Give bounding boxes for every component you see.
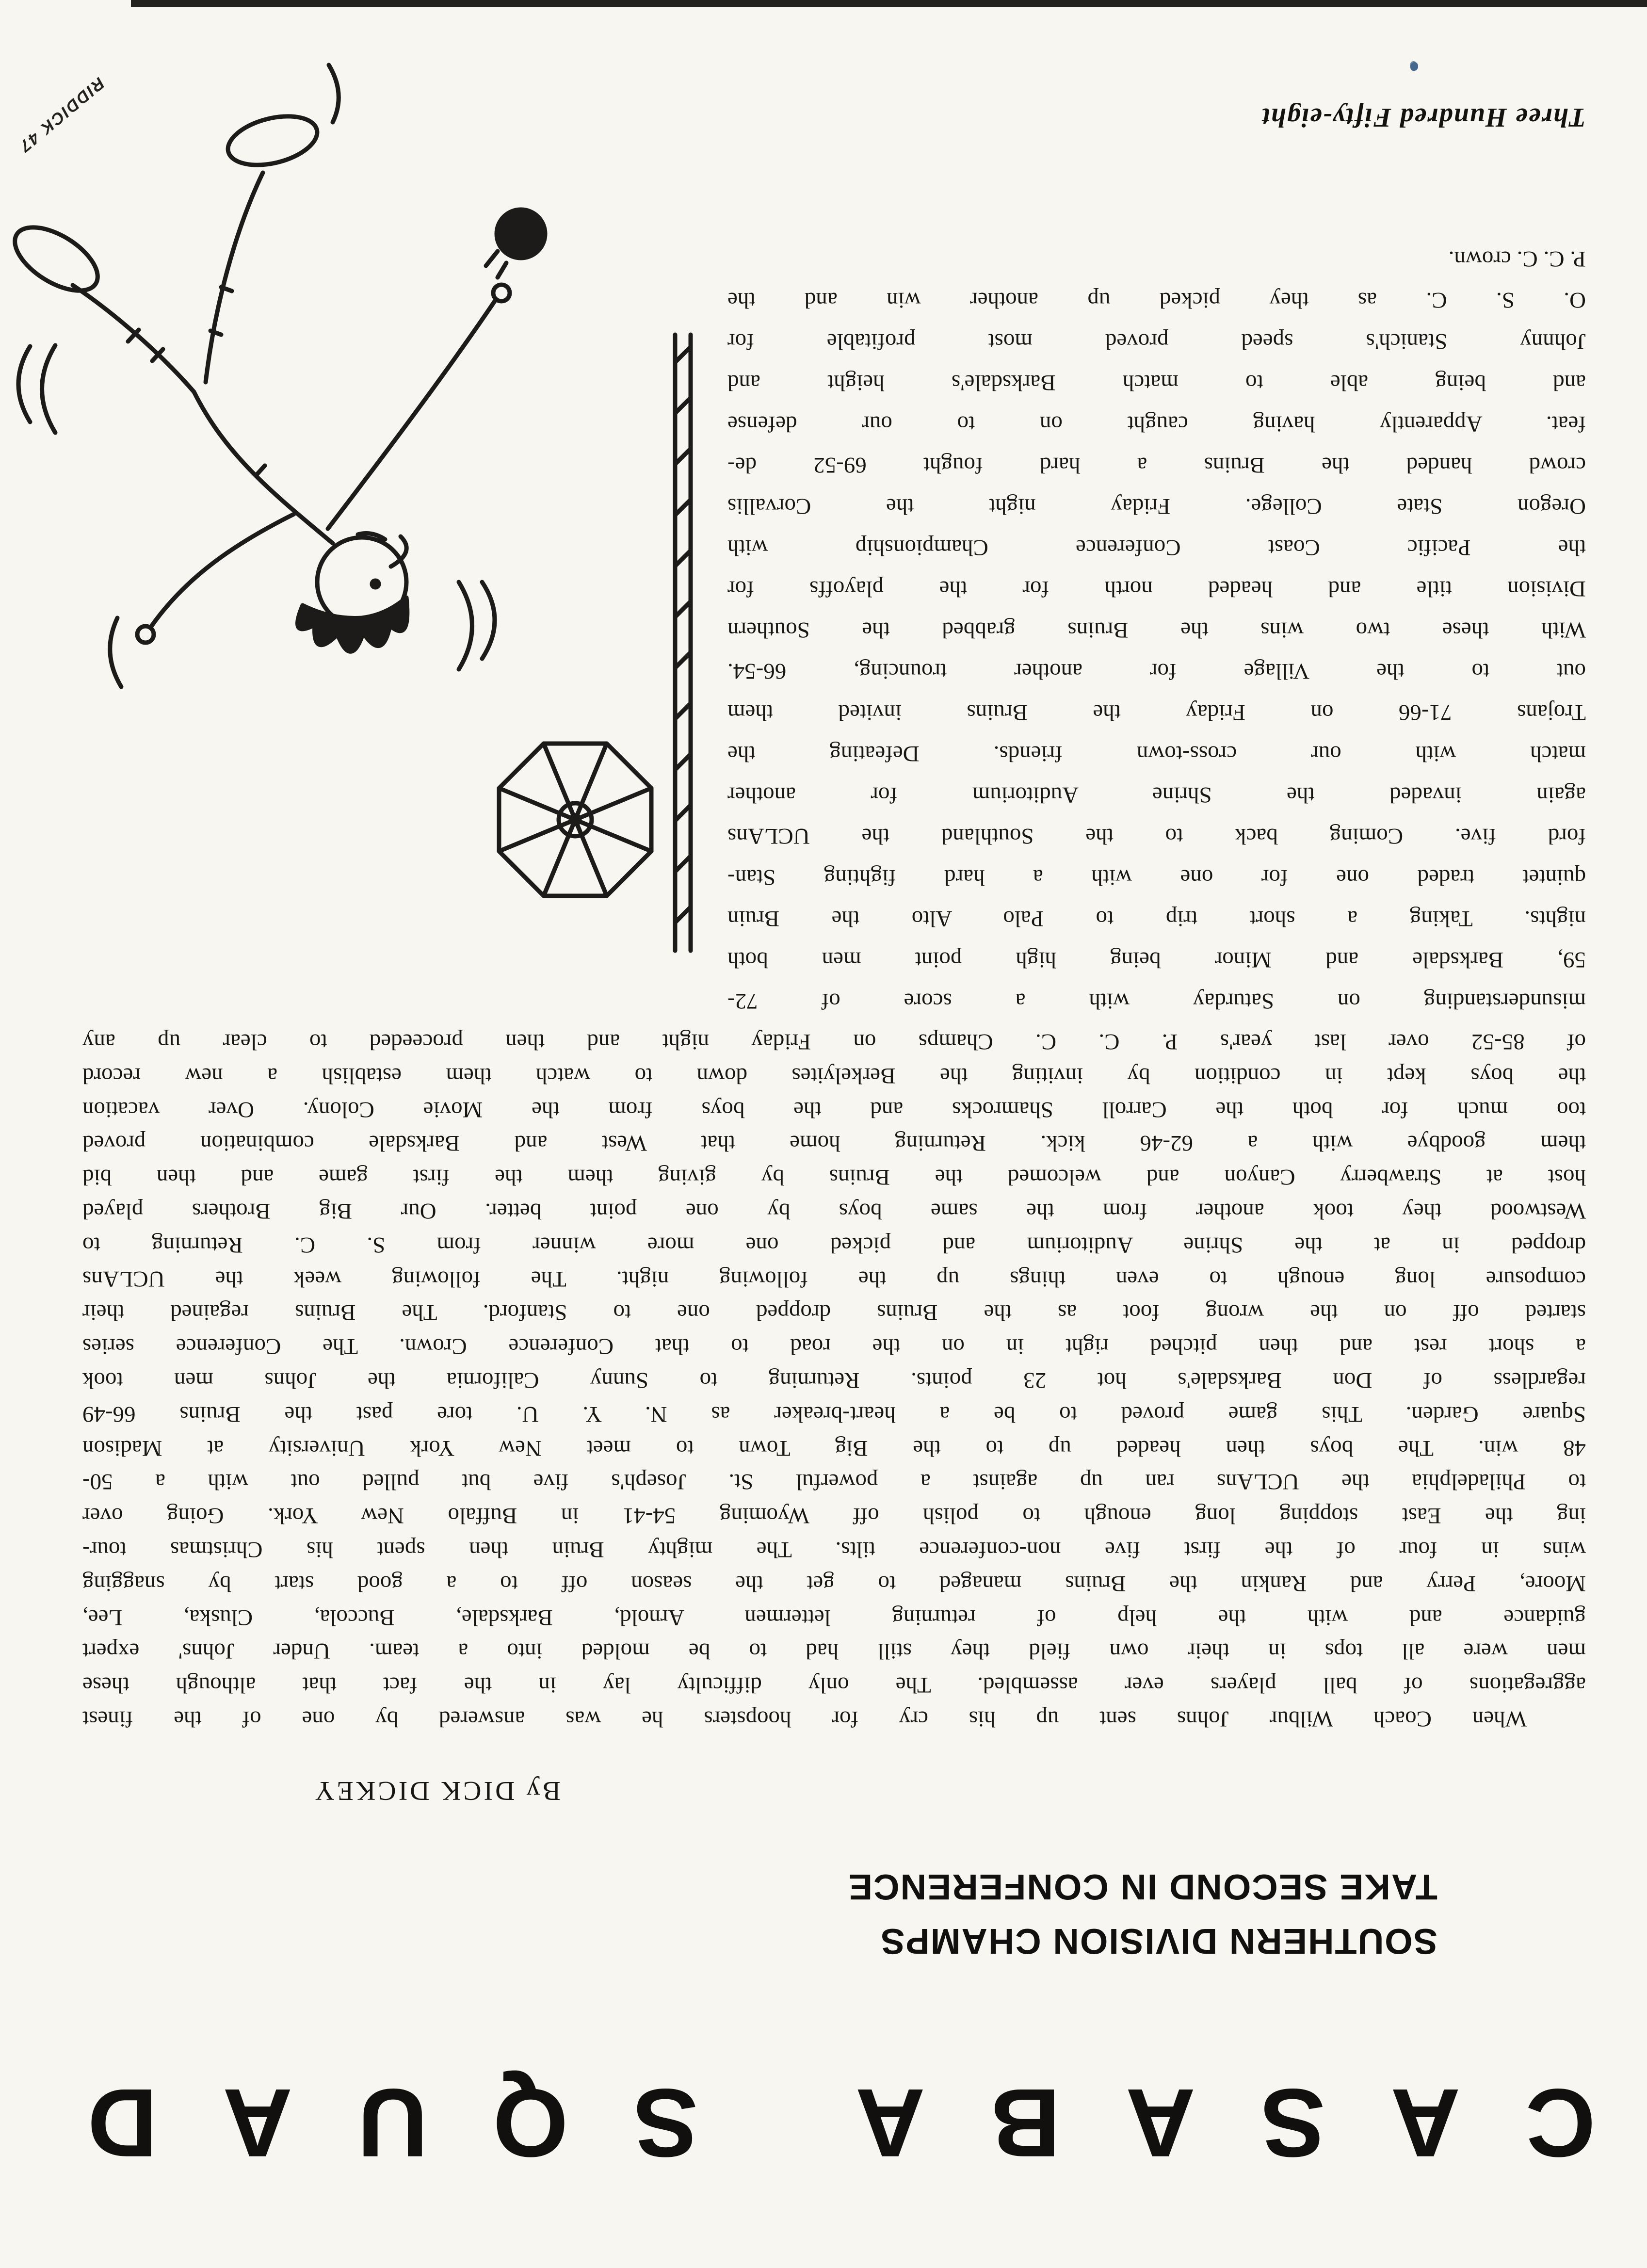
headline-line2: TAKE SECOND IN CONFERENCE — [847, 1867, 1437, 1907]
text-line: Moore, Perry and Rankin the Bruins managed to get the season off to a good start by snagging — [82, 1571, 1586, 1596]
text-line: P. C. C. crown. — [1448, 246, 1586, 272]
player-arm-dribbling — [328, 300, 496, 529]
text-line: ing the East stopping long enough to polish off Wyoming 54-41 in Buffalo New York. Going over — [82, 1503, 1586, 1529]
article-wide-block — [82, 1024, 1586, 1735]
text-line: Square Garden. This game proved to be a heart-breaker as N. Y. U. tore past the Bruins 66-49 — [82, 1401, 1586, 1427]
text-line: 59, Barksdale and Minor being high point men both — [727, 947, 1586, 972]
text-line: When Coach Wilbur Johns sent up his cry for hoopsters he was answered by one of the finest — [82, 1706, 1527, 1732]
page-number: Three Hundred Fifty-eight — [1261, 102, 1586, 132]
post-shape — [675, 335, 691, 951]
text-line: the boys kept in condition by inviting the Berkelyites down to watch them establish a new record — [82, 1063, 1586, 1088]
casaba-ball-icon — [499, 744, 651, 896]
text-line: of 85-52 over last year's P. C. C. Champs on Friday night and then proceeded to clear up any — [82, 1029, 1586, 1055]
text-line: composure long enough to even things up the following night. The following week the UCLAns — [82, 1266, 1586, 1292]
text-line: men were all tops in their own field they still had to be molded into a team. Under Johns' expert — [82, 1638, 1586, 1664]
text-line: too much for both the Carroll Shamrocks and the boys from the Movie Colony. Over vacation — [82, 1097, 1586, 1122]
byline: By DICK DICKEY — [312, 1776, 561, 1806]
text-line: 48 win. The boys then headed up to the Big Town to meet New York University at Madison — [82, 1435, 1586, 1461]
player-figure — [8, 108, 510, 652]
ink-speck — [1410, 62, 1418, 71]
cartoon-signature: RIDDICK 47 — [15, 73, 108, 156]
page-edge-shadow — [131, 0, 1647, 7]
dribble-ball-icon — [486, 210, 545, 277]
player-leg-left — [206, 173, 263, 382]
text-line: match with our cross-town friends. Defeating the — [727, 741, 1586, 766]
player-shoe-right — [8, 214, 108, 303]
text-line: Trojans 71-66 on Friday the Bruins invited them — [727, 700, 1586, 725]
text-line: Johnny Stanich's speed proved most profitable for — [727, 329, 1586, 354]
text-line: Division title and headed north for the playoffs for — [727, 576, 1586, 601]
text-line: again invaded the Shrine Auditorium for another — [727, 782, 1586, 808]
text-line: and being able to match Barksdale's height and — [727, 370, 1586, 395]
text-line: aggregations of ball players ever assembled. The only difficulty lay in the fact that although these — [82, 1672, 1586, 1698]
text-line: to Philadelphia the UCLAns ran up against a powerful St. Joseph's five but pulled out with a 50- — [82, 1469, 1586, 1495]
text-line: feat. Apparently having caught on to our defense — [727, 411, 1586, 437]
text-line: the Pacific Coast Conference Championship with — [727, 535, 1586, 560]
text-line: Oregon State College. Friday night the Corvallis — [727, 494, 1586, 519]
text-line: dropped in at the Shrine Auditorium and picked one more winner from S. C. Returning to — [82, 1232, 1586, 1258]
cartoon-illustration — [8, 58, 701, 980]
text-line: misunderstanding on Saturday with a score of 72- — [727, 988, 1586, 1014]
player-arm-trailing — [150, 514, 294, 628]
headline-line1: SOUTHERN DIVISION CHAMPS — [880, 1921, 1437, 1961]
text-line: nights. Taking a short trip to Palo Alto the Bruin — [727, 906, 1586, 931]
text-line: ford five. Coming back to the Southland the UCLAns — [727, 824, 1586, 849]
headline — [848, 1860, 1437, 1968]
text-line: wins in four of the first five non-conference tilts. The mighty Bruin then spent his Christmas tour- — [82, 1537, 1586, 1563]
text-line: Westwood they took another from the same boys by one point better. Our Big Brothers played — [82, 1199, 1586, 1224]
text-line: them goodbye with a 62-46 kick. Returning home that West and Barksdale combination proved — [82, 1131, 1586, 1156]
text-line: guidance and with the help of returning lettermen Arnold, Barksdale, Buccola, Cluska, Lee, — [82, 1604, 1586, 1630]
text-line: O. S. C. as they picked up another win and the — [727, 288, 1586, 313]
text-line: a short rest and then pitched right in on the road to that Conference Crown. The Conference series — [82, 1334, 1586, 1360]
page-title: C A S A B A S Q U A D — [87, 2069, 1596, 2177]
text-line: quintet traded one for one with a hard fighting Stan- — [727, 865, 1586, 890]
text-line: regardless of Don Barksdale's hot 23 points. Returning to Sunny California the Johns men took — [82, 1368, 1586, 1393]
article-column-block — [727, 238, 1586, 1021]
text-line: started off on the wrong foot as the Bruins dropped one to Stanford. The Bruins regained their — [82, 1300, 1586, 1326]
text-line: crowd handed the Bruins a hard fought 69-52 de- — [727, 453, 1586, 478]
text-line: host at Strawberry Canyon and welcomed the Bruins by giving them the first game and then bid — [82, 1165, 1586, 1190]
motion-lines — [18, 65, 495, 687]
player-eye — [372, 581, 379, 587]
player-hair — [297, 598, 407, 651]
text-line: With these two wins the Bruins grabbed the Southern — [727, 617, 1586, 643]
text-line: out to the Village for another trouncing, 66-54. — [727, 659, 1586, 684]
player-shoe-left — [223, 108, 323, 174]
